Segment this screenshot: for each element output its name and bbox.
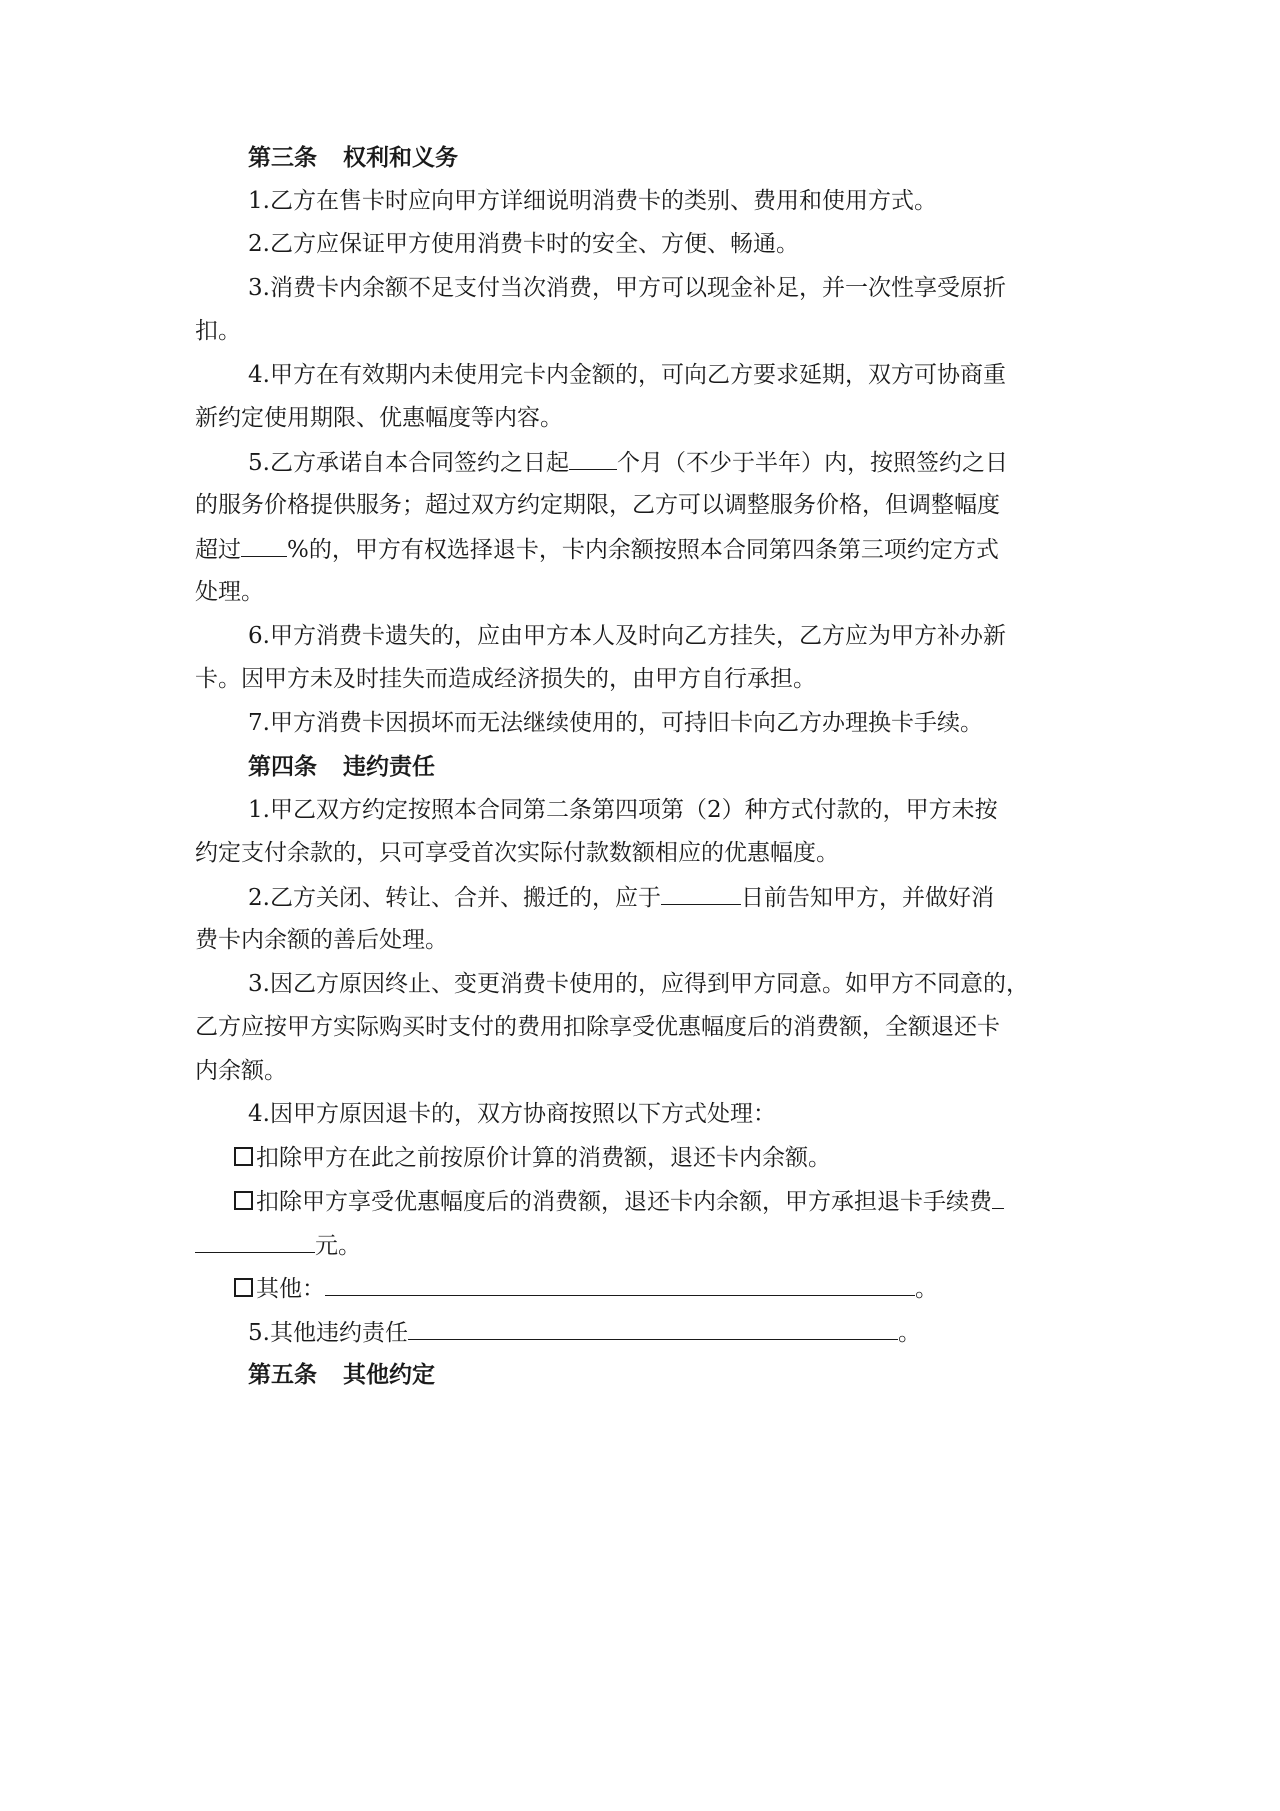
article-4-title: 违约责任 <box>343 753 435 780</box>
article-4-item-5-label: 5.其他违约责任 <box>248 1320 408 1346</box>
article-3-item-5-line-2: 的服务价格提供服务；超过双方约定期限，乙方可以调整服务价格，但调整幅度 <box>195 492 1000 518</box>
option-3-checkbox[interactable] <box>234 1278 253 1297</box>
article-4-item-1-line-2: 约定支付余款的，只可享受首次实际付款数额相应的优惠幅度。 <box>195 840 839 866</box>
option-1 <box>234 1143 1134 1173</box>
article-4-item-2-text-b: 日前告知甲方，并做好消 <box>740 885 994 911</box>
article-5-number: 第五条 <box>248 1361 317 1388</box>
article-5-heading <box>248 1360 1148 1390</box>
article-3-title: 权利和义务 <box>343 144 458 171</box>
option-2-line-1 <box>234 1186 1134 1217</box>
article-3-item-3-line-1: 3.消费卡内余额不足支付当次消费，甲方可以现金补足，并一次性享受原折 <box>248 275 1006 301</box>
option-1-label: 扣除甲方在此之前按原价计算的消费额，退还卡内余额。 <box>256 1145 831 1171</box>
fee-blank-start[interactable] <box>992 1186 1004 1209</box>
article-4-item-2-text-a: 2.乙方关闭、转让、合并、搬迁的，应于 <box>248 885 661 911</box>
article-4-item-3-line-2: 乙方应按甲方实际购买时支付的费用扣除享受优惠幅度后的消费额，全额退还卡 <box>195 1014 1000 1040</box>
article-3-item-7: 7.甲方消费卡因损坏而无法继续使用的，可持旧卡向乙方办理换卡手续。 <box>248 710 983 736</box>
article-3-item-5-text-c: 超过 <box>195 537 241 563</box>
option-2-unit: 元。 <box>315 1233 361 1259</box>
article-4-item-1-line-1: 1.甲乙双方约定按照本合同第二条第四项第（2）种方式付款的，甲方未按 <box>248 797 998 823</box>
other-liability-blank[interactable] <box>408 1317 898 1340</box>
months-blank[interactable] <box>569 447 617 470</box>
option-2-line-2 <box>195 1230 1095 1261</box>
option-1-checkbox[interactable] <box>234 1147 253 1166</box>
article-5-title: 其他约定 <box>343 1361 435 1388</box>
fee-blank[interactable] <box>195 1230 315 1253</box>
article-3-item-5-line-4: 处理。 <box>195 579 264 605</box>
article-4-item-4: 4.因甲方原因退卡的，双方协商按照以下方式处理： <box>248 1101 776 1127</box>
option-3 <box>234 1273 1134 1304</box>
option-3-label: 其他： <box>256 1276 325 1302</box>
percent-blank[interactable] <box>241 534 287 557</box>
other-blank[interactable] <box>325 1273 915 1296</box>
article-4-item-5-end: 。 <box>897 1320 921 1346</box>
article-3-item-1: 1.乙方在售卡时应向甲方详细说明消费卡的类别、费用和使用方式。 <box>248 188 937 214</box>
article-3-item-6-line-1: 6.甲方消费卡遗失的，应由甲方本人及时向乙方挂失，乙方应为甲方补办新 <box>248 623 1006 649</box>
article-3-item-3-line-2: 扣。 <box>195 318 241 344</box>
article-3-item-5-line-1 <box>248 447 1148 478</box>
option-3-end: 。 <box>915 1276 938 1302</box>
article-3-heading <box>248 143 1148 173</box>
article-4-heading <box>248 752 1148 782</box>
article-3-item-5-text-a: 5.乙方承诺自本合同签约之日起 <box>248 450 569 476</box>
option-2-checkbox[interactable] <box>234 1191 253 1210</box>
article-3-item-2: 2.乙方应保证甲方使用消费卡时的安全、方便、畅通。 <box>248 231 799 257</box>
article-4-item-3-line-1: 3.因乙方原因终止、变更消费卡使用的，应得到甲方同意。如甲方不同意的， <box>248 971 1029 997</box>
article-3-item-5-line-3 <box>195 534 1095 565</box>
article-3-item-4-line-1: 4.甲方在有效期内未使用完卡内金额的，可向乙方要求延期，双方可协商重 <box>248 362 1006 388</box>
article-4-item-2-line-2: 费卡内余额的善后处理。 <box>195 927 448 953</box>
article-3-item-4-line-2: 新约定使用期限、优惠幅度等内容。 <box>195 405 563 431</box>
article-4-item-3-line-3: 内余额。 <box>195 1058 287 1084</box>
article-4-number: 第四条 <box>248 753 317 780</box>
article-4-item-5 <box>248 1317 1148 1348</box>
article-3-item-5-text-d: %的，甲方有权选择退卡，卡内余额按照本合同第四条第三项约定方式 <box>287 537 999 563</box>
days-blank[interactable] <box>661 882 741 905</box>
option-2-label: 扣除甲方享受优惠幅度后的消费额，退还卡内余额，甲方承担退卡手续费 <box>256 1189 992 1215</box>
article-3-item-6-line-2: 卡。因甲方未及时挂失而造成经济损失的，由甲方自行承担。 <box>195 666 816 692</box>
article-3-item-5-text-b: 个月（不少于半年）内，按照签约之日 <box>616 450 1008 476</box>
article-3-number: 第三条 <box>248 144 317 171</box>
article-4-item-2-line-1 <box>248 882 1148 913</box>
